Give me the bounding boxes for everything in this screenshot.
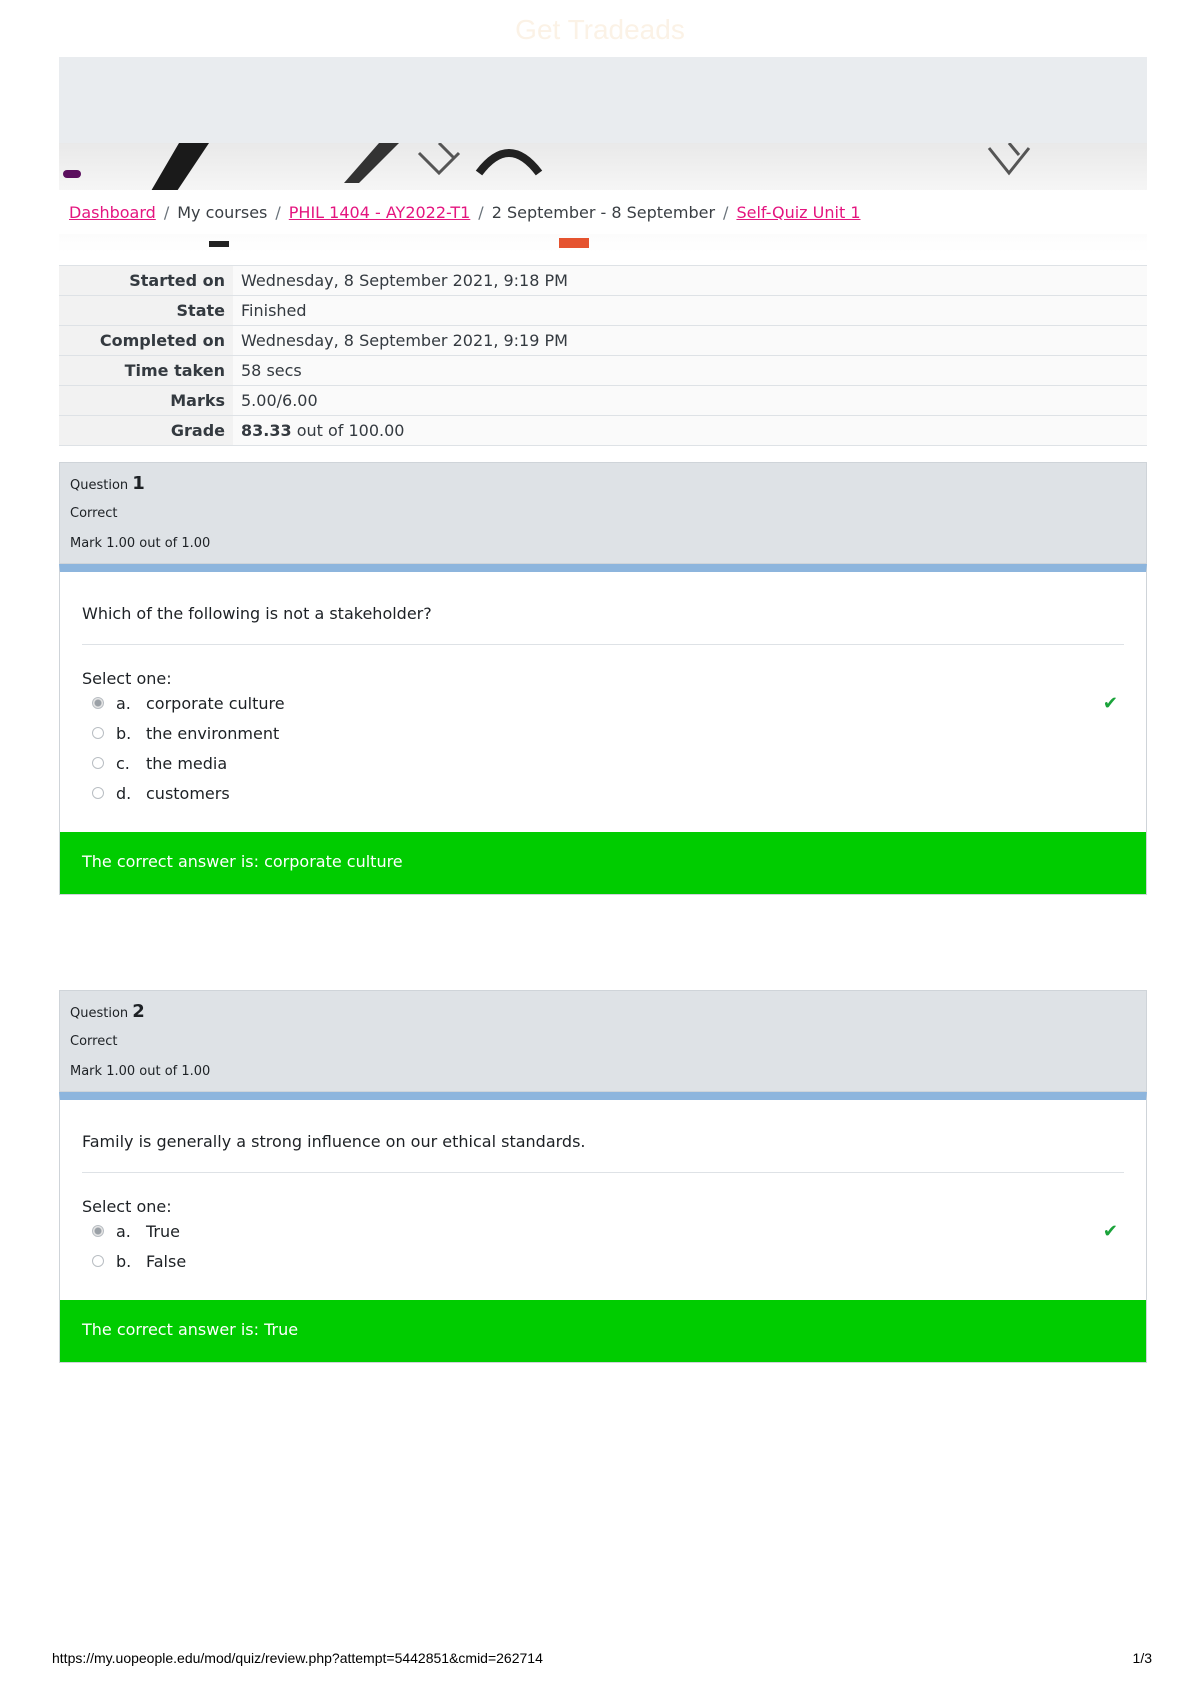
breadcrumb-dashboard-link[interactable]: Dashboard <box>69 202 156 222</box>
radio-button[interactable] <box>92 1255 104 1267</box>
answer-option-d[interactable] <box>60 778 1146 808</box>
summary-label: Completed on <box>59 326 233 355</box>
breadcrumb-course-link[interactable]: PHIL 1404 - AY2022-T1 <box>288 202 471 222</box>
correct-answer-feedback: The correct answer is: corporate culture <box>60 832 1146 894</box>
question-grade: Mark 1.00 out of 1.00 <box>70 1064 211 1079</box>
option-letter: b. <box>116 723 132 743</box>
breadcrumb-separator: / <box>163 202 170 222</box>
summary-row-marks <box>59 386 1147 416</box>
option-text: True <box>146 1221 180 1241</box>
question-number <box>70 1001 1136 1027</box>
page-header-top <box>59 57 1147 143</box>
option-letter: c. <box>116 753 130 773</box>
grade-value: 83.33 <box>241 421 292 440</box>
summary-row-state <box>59 296 1147 326</box>
option-letter: d. <box>116 783 132 803</box>
summary-value: Wednesday, 8 September 2021, 9:19 PM <box>233 326 1147 355</box>
radio-button[interactable] <box>92 727 104 739</box>
option-text: corporate culture <box>146 693 285 713</box>
option-text: False <box>146 1251 187 1271</box>
grade-out-of: out of 100.00 <box>296 421 405 440</box>
answer-option-a[interactable] <box>60 688 1146 718</box>
summary-value: Finished <box>233 296 1147 325</box>
answer-option-c[interactable] <box>60 748 1146 778</box>
summary-row-completed <box>59 326 1147 356</box>
question-content <box>59 564 1147 895</box>
correct-check-icon: ✔ <box>1102 692 1118 714</box>
question-info <box>59 990 1147 1092</box>
breadcrumb-separator: / <box>478 202 484 222</box>
correct-answer-feedback: The correct answer is: True <box>60 1300 1146 1362</box>
option-text: customers <box>146 783 230 803</box>
summary-row-time-taken <box>59 356 1147 386</box>
question-text: Which of the following is not a stakeholder? <box>82 604 432 623</box>
option-text: the environment <box>146 723 280 743</box>
question-text: Family is generally a strong influence on our ethical standards. <box>82 1132 586 1151</box>
summary-row-grade <box>59 416 1147 446</box>
answer-option-a[interactable] <box>60 1216 1146 1246</box>
footer-page-number: 1/3 <box>1132 1650 1152 1666</box>
summary-label: State <box>59 296 233 325</box>
option-letter: a. <box>116 693 131 713</box>
question-number-value: 2 <box>132 1001 145 1022</box>
summary-label: Grade <box>59 416 233 445</box>
footer-url: https://my.uopeople.edu/mod/quiz/review.php?attempt=5442851&cmid=262714 <box>52 1650 543 1666</box>
summary-label: Started on <box>59 266 233 295</box>
attempt-summary-table <box>59 265 1147 446</box>
summary-row-started <box>59 266 1147 296</box>
breadcrumb-week: 2 September - 8 September <box>491 202 716 222</box>
select-prompt: Select one: <box>82 1197 172 1216</box>
summary-value: 5.00/6.00 <box>233 386 1147 415</box>
question-2 <box>59 990 1147 1363</box>
summary-label: Marks <box>59 386 233 415</box>
option-letter: b. <box>116 1251 132 1271</box>
breadcrumb-my-courses: My courses <box>177 202 268 222</box>
breadcrumb-separator: / <box>723 202 729 222</box>
question-1 <box>59 462 1147 895</box>
select-prompt: Select one: <box>82 669 172 688</box>
summary-label: Time taken <box>59 356 233 385</box>
question-state: Correct <box>70 1034 118 1049</box>
summary-value <box>233 416 1147 445</box>
question-prefix: Question <box>70 478 129 493</box>
summary-value: 58 secs <box>233 356 1147 385</box>
breadcrumb <box>59 190 1147 234</box>
question-grade: Mark 1.00 out of 1.00 <box>70 536 211 551</box>
question-prefix: Question <box>70 1006 129 1021</box>
answer-option-b[interactable] <box>60 718 1146 748</box>
breadcrumb-quiz-link[interactable]: Self-Quiz Unit 1 <box>736 202 861 222</box>
summary-value: Wednesday, 8 September 2021, 9:18 PM <box>233 266 1147 295</box>
radio-button[interactable] <box>92 787 104 799</box>
banner-pill <box>63 170 81 178</box>
radio-button[interactable] <box>92 757 104 769</box>
header-banner-image <box>59 143 1147 253</box>
answer-option-b[interactable] <box>60 1246 1146 1276</box>
question-content <box>59 1092 1147 1363</box>
option-text: the media <box>146 753 228 773</box>
question-info <box>59 462 1147 564</box>
question-state: Correct <box>70 506 118 521</box>
question-number <box>70 473 1136 499</box>
question-number-value: 1 <box>132 473 145 494</box>
correct-check-icon: ✔ <box>1102 1220 1118 1242</box>
radio-button-checked[interactable] <box>92 1225 104 1237</box>
option-letter: a. <box>116 1221 131 1241</box>
radio-button-checked[interactable] <box>92 697 104 709</box>
breadcrumb-separator: / <box>275 202 281 222</box>
watermark-text: Get Tradeads <box>515 14 685 45</box>
